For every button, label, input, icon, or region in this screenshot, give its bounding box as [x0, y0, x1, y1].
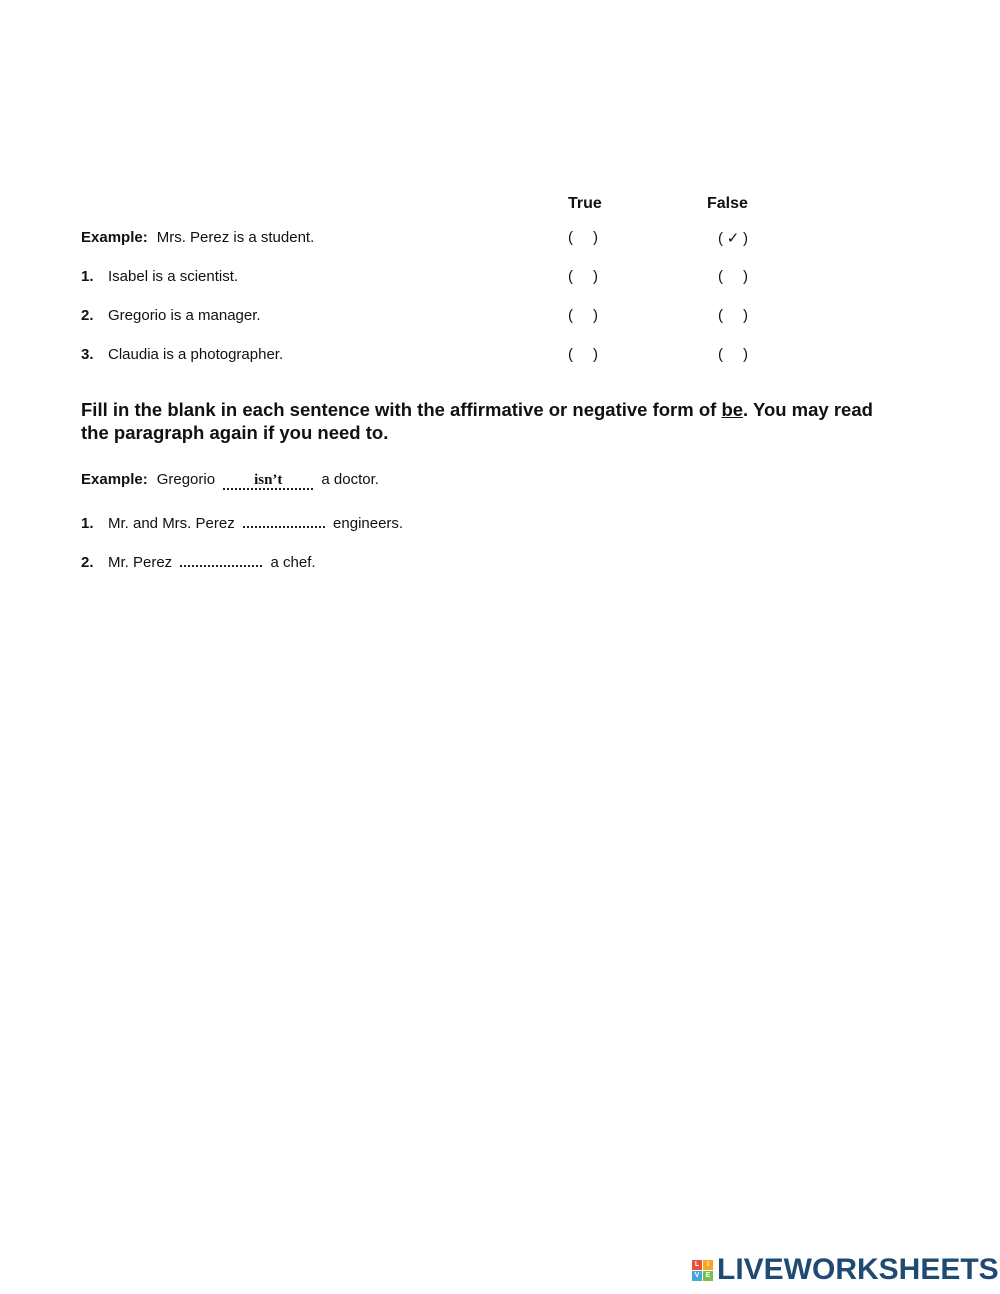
true-checkbox-example[interactable]: ( ): [568, 229, 598, 246]
item-number: 1.: [81, 515, 94, 532]
logo-text: LIVEWORKSHEETS: [717, 1253, 999, 1286]
true-checkbox-2[interactable]: ( ): [568, 307, 598, 324]
answer-blank-1[interactable]: [243, 510, 325, 528]
fill-row-example: Example: Gregorio isn’t a doctor.: [81, 471, 379, 488]
false-checkbox-2[interactable]: ( ): [718, 307, 748, 324]
tf-statement: Gregorio is a manager.: [108, 307, 261, 324]
answer-blank-2[interactable]: [180, 549, 262, 567]
item-number: 3.: [81, 346, 94, 363]
answer-blank-example: isn’t: [223, 472, 313, 490]
liveworksheets-logo: [692, 1253, 999, 1287]
tf-row-1: [81, 268, 238, 288]
tf-row-3: [81, 346, 283, 366]
false-column-header: False: [707, 195, 748, 212]
item-number: 2.: [81, 307, 94, 324]
fill-row-1: 1. Mr. and Mrs. Perez engineers.: [81, 510, 403, 530]
tf-statement: Claudia is a photographer.: [108, 346, 284, 363]
check-mark-icon: ✓: [726, 230, 740, 247]
logo-blocks-icon: L I V E: [692, 1260, 713, 1281]
item-number: 2.: [81, 554, 94, 571]
item-number: 1.: [81, 268, 94, 285]
tf-row-example: [81, 229, 314, 249]
false-checkbox-example[interactable]: ( ✓ ): [718, 230, 748, 247]
false-checkbox-1[interactable]: ( ): [718, 268, 748, 285]
true-checkbox-3[interactable]: ( ): [568, 346, 598, 363]
true-column-header: True: [568, 195, 602, 212]
false-checkbox-3[interactable]: ( ): [718, 346, 748, 363]
example-label: Example:: [81, 229, 148, 246]
tf-statement: Mrs. Perez is a student.: [156, 229, 315, 246]
tf-row-2: [81, 307, 261, 327]
instructions-heading: Fill in the blank in each sentence with the affirmative or negative form of be. You may read the paragraph again if you need to.: [81, 399, 873, 443]
example-label: Example:: [81, 471, 148, 488]
fill-row-2: 2. Mr. Perez a chef.: [81, 549, 316, 569]
tf-statement: Isabel is a scientist.: [108, 268, 239, 285]
underlined-word: be: [721, 399, 744, 420]
true-checkbox-1[interactable]: ( ): [568, 268, 598, 285]
